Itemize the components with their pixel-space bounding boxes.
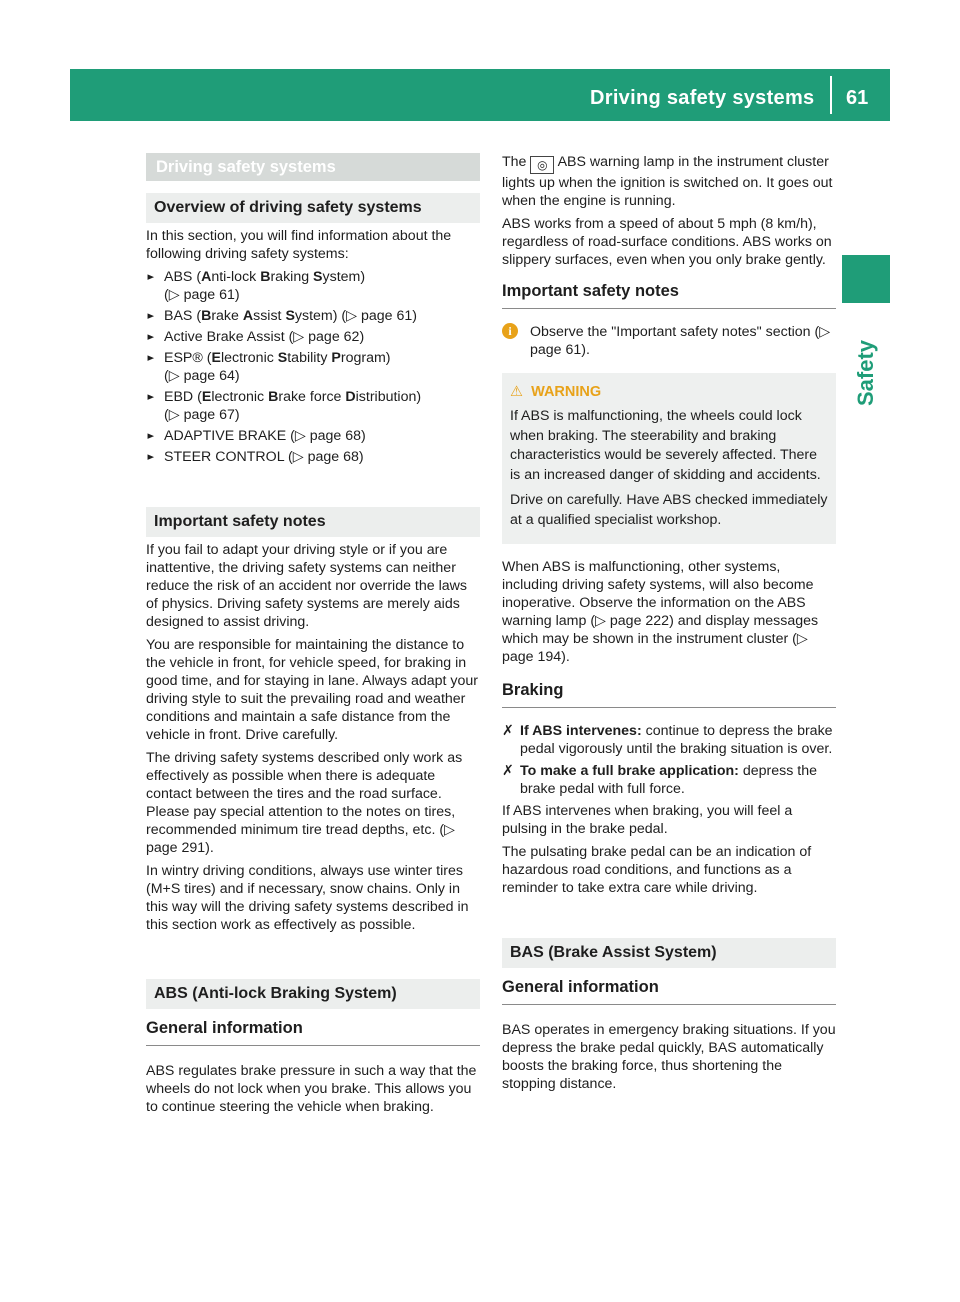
header-title: Driving safety systems: [590, 87, 815, 109]
bas-general-heading: General information: [502, 978, 836, 1005]
bas-heading: BAS (Brake Assist System): [502, 938, 836, 968]
list-item: [146, 448, 480, 466]
list-item: [146, 427, 480, 445]
warning-triangle-icon: ⚠: [510, 384, 523, 400]
warning-heading: ⚠ WARNING: [510, 384, 602, 400]
braking-text: If ABS intervenes when braking, you will feel a pulsing in the brake pedal.: [502, 803, 793, 837]
side-tab-marker: [842, 255, 890, 303]
step-arrow-icon: ✗: [502, 723, 514, 739]
list-item: ✗ If ABS intervenes: continue to depress the brake pedal vigorously until the braking situation is over.: [502, 723, 833, 757]
safety-paragraph: In wintry driving conditions, always use winter tires (M+S tires) and if necessary, snow chains. Only in this way will the driving safety systems described in this section work as effectively as possible.: [146, 863, 469, 933]
list-item: ▸ ABS (Anti-lock Braking System) (▷ page 61): [146, 268, 480, 304]
page-ref-link[interactable]: STEER CONTROL (▷ page 68): [164, 449, 364, 465]
abs-speed-text: ABS works from a speed of about 5 mph (8 km/h), regardless of road-surface conditions. ABS works on slippery surfaces, even when you only brake gently.: [502, 216, 832, 268]
safety-paragraph: If you fail to adapt your driving style or if you are inattentive, the driving safety systems can neither reduce the risk of an accident nor override the laws of physics. Driving safety systems are merely aids designed to assist driving.: [146, 542, 467, 630]
braking-heading: Braking: [502, 681, 836, 708]
header-divider: [830, 76, 832, 114]
overview-intro: In this section, you will find information about the following driving safety systems:: [146, 228, 452, 262]
warning-box: [502, 373, 836, 544]
abs-lamp-text: The ◎ ABS warning lamp in the instrument cluster lights up when the ignition is switched on. It goes out when the engine is running.: [502, 154, 833, 209]
page-ref-link[interactable]: ADAPTIVE BRAKE (▷ page 68): [164, 428, 366, 444]
safety-notes-heading: Important safety notes: [146, 507, 480, 537]
right-column: [502, 153, 836, 1098]
warning-text: Drive on carefully. Have ABS checked immediately at a qualified specialist workshop.: [510, 492, 828, 528]
bas-general-text: BAS operates in emergency braking situations. If you depress the brake pedal quickly, BAS automatically boosts the braking force, thus shortening the stopping distance.: [502, 1022, 836, 1092]
braking-steps: [502, 722, 836, 798]
list-item: ▸ BAS (Brake Assist System) (▷ page 61): [146, 307, 480, 325]
side-tab-label: Safety: [853, 339, 878, 407]
list-item: ✗ To make a full brake application: depress the brake pedal with full force.: [502, 763, 818, 797]
list-item: [146, 328, 480, 346]
page-ref-link[interactable]: (▷ page 67): [164, 407, 240, 423]
safety-paragraph: The driving safety systems described only work as effectively as possible when there is adequate contact between the tires and the road surface. Please pay special attention to the notes on tires, recommended minimum tire tread depths, etc. (▷ page 291).: [146, 750, 463, 856]
list-item: ▸ EBD (Electronic Brake force Distribution) (▷ page 67): [146, 388, 480, 424]
overview-heading: Overview of driving safety systems: [146, 193, 480, 223]
right-safety-heading: Important safety notes: [502, 282, 836, 309]
abs-general-heading: General information: [146, 1019, 480, 1046]
braking-text: The pulsating brake pedal can be an indication of hazardous road conditions, and functions as a reminder to take extra care while driving.: [502, 844, 812, 896]
page-ref-link[interactable]: (▷ page 64): [164, 368, 240, 384]
left-column: [146, 153, 480, 1121]
info-icon: i: [502, 323, 518, 339]
safety-paragraph: You are responsible for maintaining the distance to the vehicle in front, for vehicle speed, for braking in good time, and for staying in lane. Always adapt your driving style to suit the prevailing road and weather conditions and maintain a safe distance from the vehicle in front. Drive carefully.: [146, 637, 479, 743]
systems-list: [146, 268, 480, 466]
abs-general-text: ABS regulates brake pressure in such a way that the wheels do not lock when you brake. This allows you to continue steering the vehicle when braking.: [146, 1063, 477, 1115]
abs-warning-lamp-icon: ◎: [530, 156, 554, 174]
warning-text: If ABS is malfunctioning, the wheels could lock when braking. The steerability and braking characteristics would be severely affected. There is an increased danger of skidding and accidents.: [510, 408, 821, 483]
abs-heading: ABS (Anti-lock Braking System): [146, 979, 480, 1009]
step-arrow-icon: ✗: [502, 763, 514, 779]
page-ref-link[interactable]: Active Brake Assist (▷ page 62): [164, 329, 365, 345]
list-item: ▸ ESP® (Electronic Stability Program) (▷ page 64): [146, 349, 480, 385]
main-section-heading: Driving safety systems: [146, 153, 480, 181]
info-note: i Observe the "Important safety notes" section (▷ page 61).: [502, 323, 836, 359]
page-number: 61: [846, 87, 869, 109]
malfunction-text: When ABS is malfunctioning, other systems, including driving safety systems, will also become inoperative. Observe the information on the ABS warning lamp (▷ page 222) and display messages which may be shown in the instrument cluster (▷ page 194).: [502, 559, 819, 665]
page-ref-link[interactable]: (▷ page 61): [164, 287, 240, 303]
